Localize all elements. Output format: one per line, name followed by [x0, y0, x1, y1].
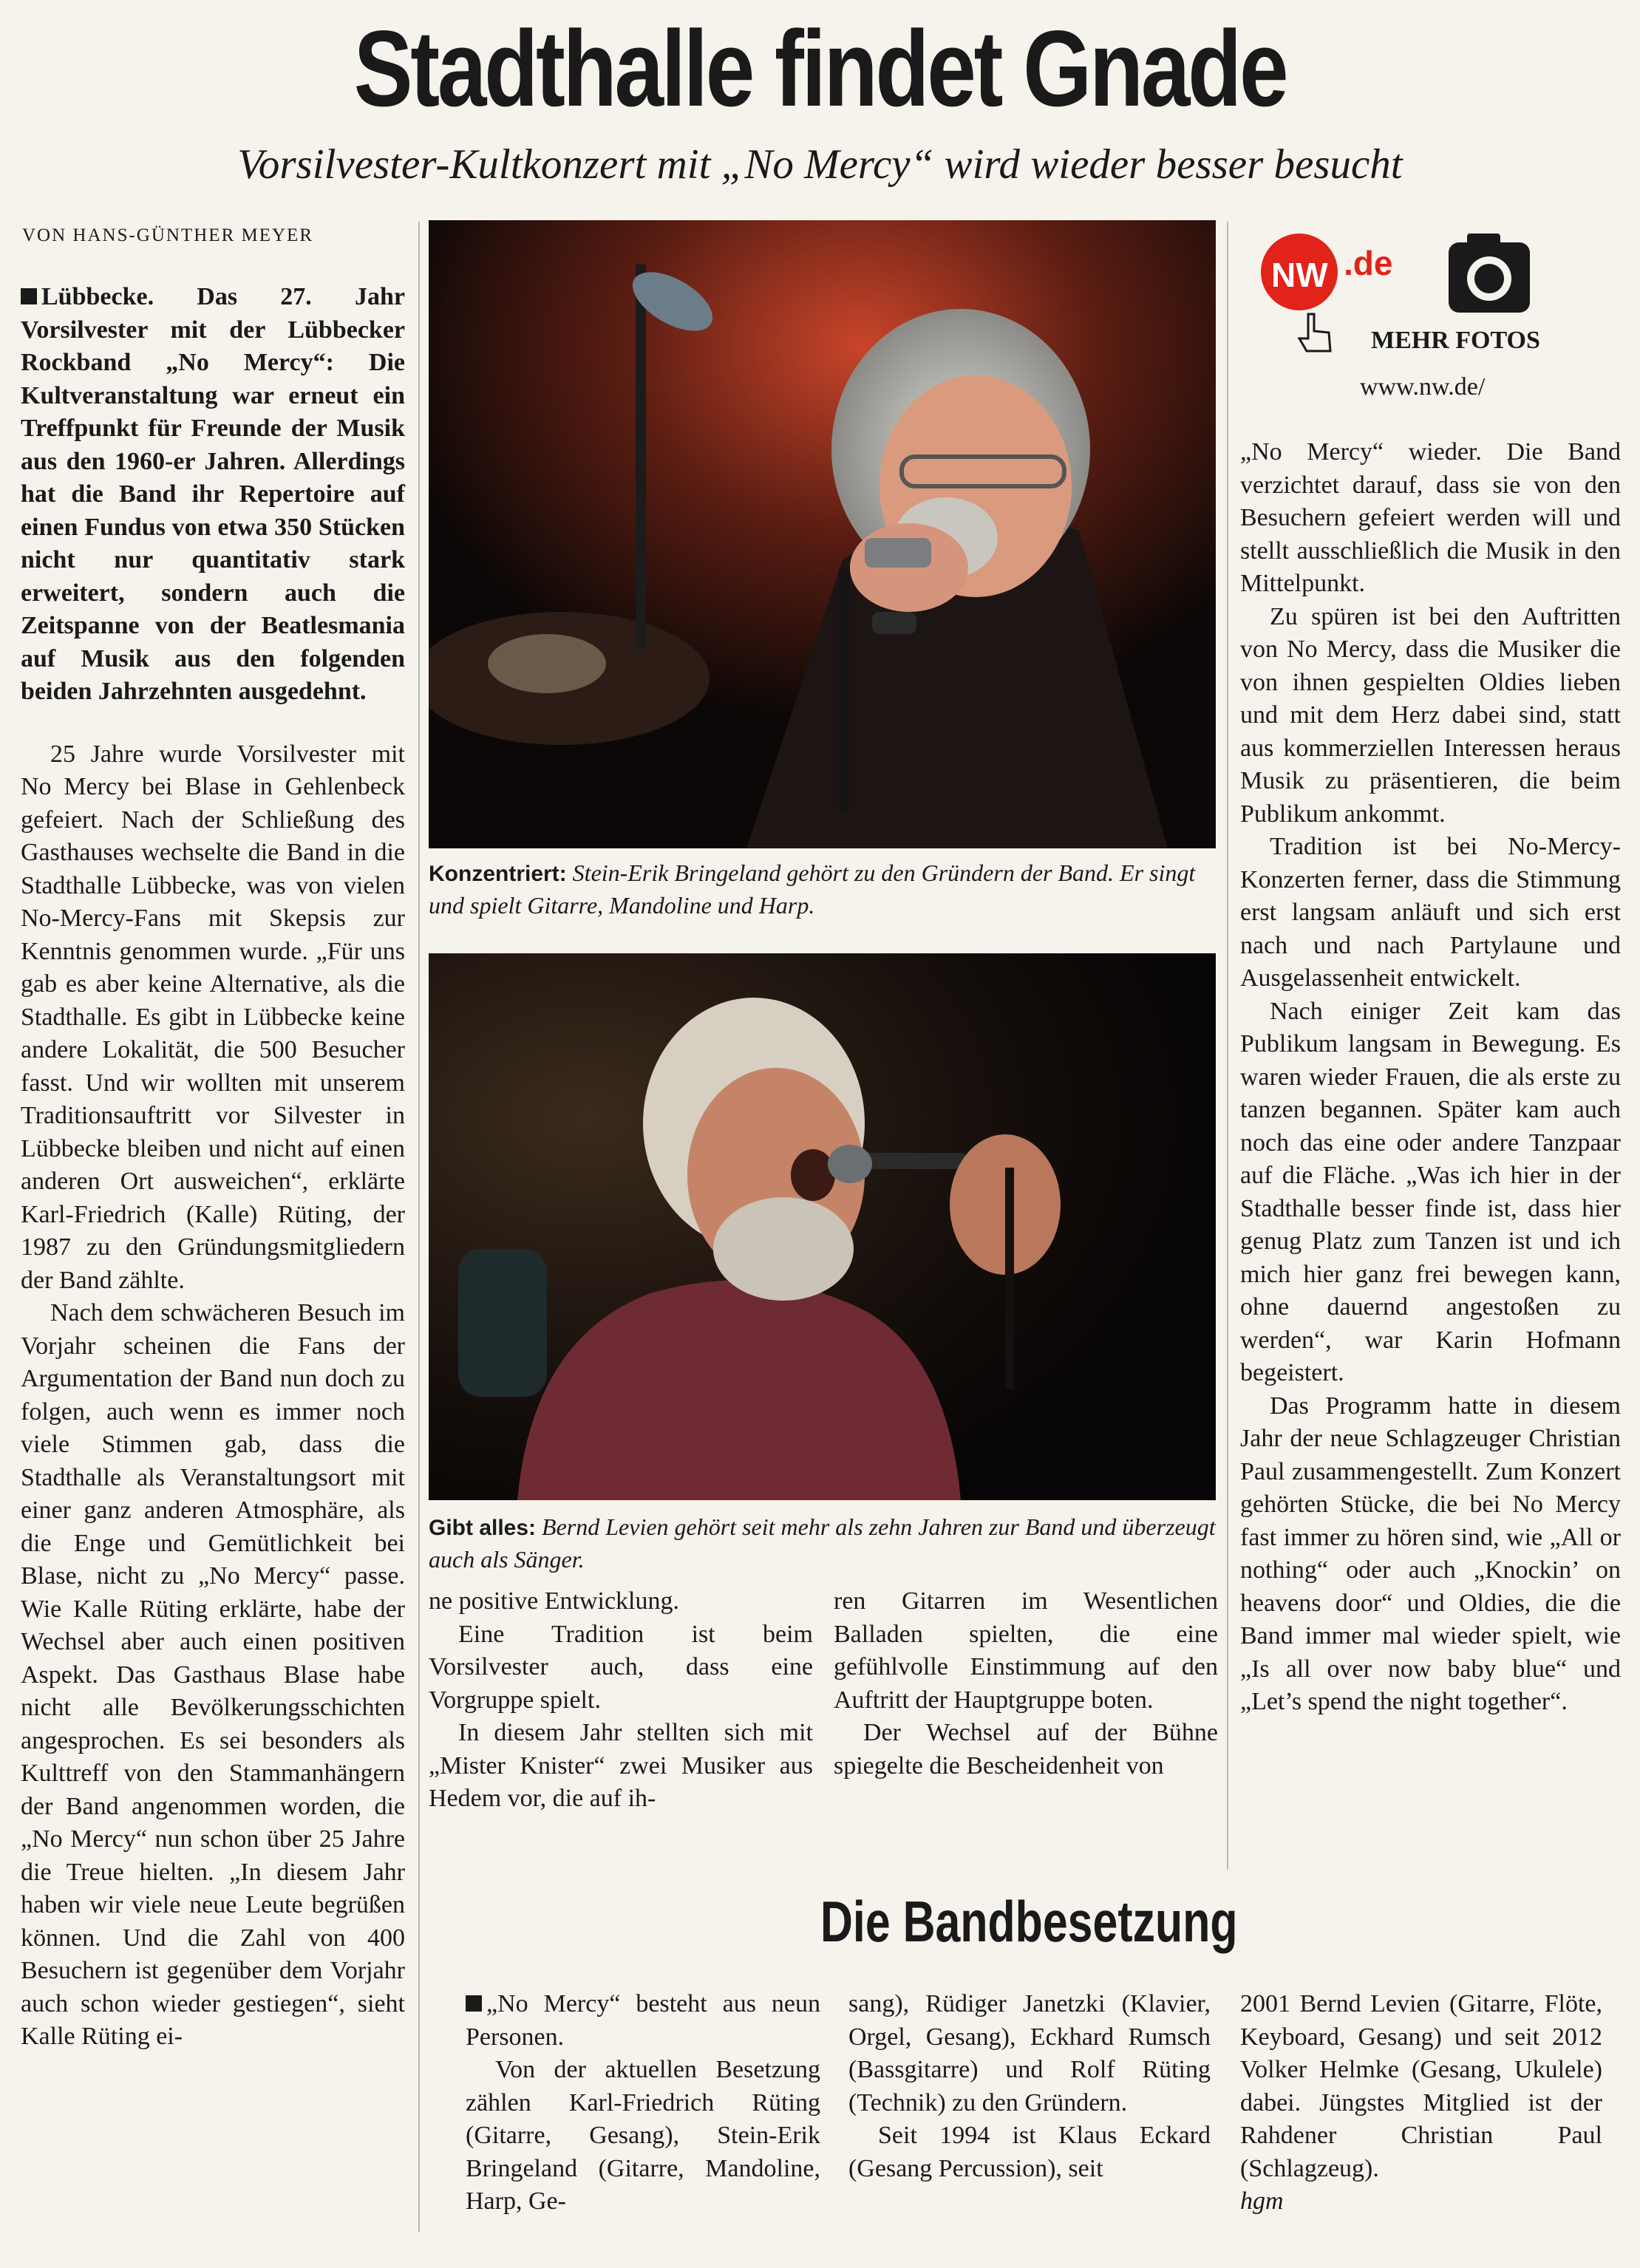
- nw-url[interactable]: www.nw.de/: [1360, 373, 1486, 401]
- nw-logo-suffix: .de: [1344, 244, 1393, 282]
- author-signature: hgm: [1240, 2187, 1284, 2215]
- concert-photo-harp-player: [429, 220, 1216, 848]
- caption-text: Stein-Erik Bringeland gehört zu den Gründern der Band. Er singt und spielt Gitarre, Mandoline und Harp.: [429, 859, 1196, 919]
- body-paragraph: Der Wechsel auf der Bühne spiegelte die Bescheidenheit von: [834, 1719, 1218, 1780]
- photo-bernd-levien: [429, 953, 1216, 1500]
- headline: Stadthalle findet Gnade: [353, 8, 1287, 129]
- lead-paragraph: [21, 281, 405, 709]
- body-paragraph: Nach einiger Zeit kam das Publikum langsam in Bewegung. Es waren wieder Frauen, die als erste zu tanzen begannen. Später kam auch noch das eine oder andere Tanzpaar auf die Fläche. „Was ich hier in der Stadthalle besser finde ist, dass hier genug Platz zum Tanzen ist und ich mich hier ganz frei bewegen kann, ohne dauernd angestoßen zu werden“, war Karin Hofmann begeistert.: [1240, 997, 1621, 1386]
- column-divider: [1227, 222, 1228, 1870]
- body-paragraph: Tradition ist bei No-Mercy-Konzerten ferner, dass die Stimmung erst langsam anläuft und sich erst nach und nach Partylaune und Ausgelassenheit entwickelt.: [1240, 833, 1621, 992]
- article-column-3: [834, 1585, 1218, 1782]
- photo1-caption: [429, 857, 1219, 921]
- body-paragraph: In diesem Jahr stellten sich mit „Mister Knister“ zwei Musiker aus Hedem vor, die auf ih-: [429, 1719, 813, 1812]
- paragraph-marker-icon: [21, 288, 37, 304]
- photo2-caption: [429, 1511, 1219, 1575]
- body-paragraph: ne positive Entwicklung.: [429, 1587, 680, 1615]
- body-paragraph: Zu spüren ist bei den Auftritten von No Mercy, dass die Musiker die von ihnen gespielten Oldies lieben und mit dem Herz dabei sind, statt aus kommerziellen Interessen heraus Musik zu präsentieren, die beim Publikum ankommt.: [1240, 602, 1621, 828]
- byline: VON HANS-GÜNTHER MEYER: [22, 225, 313, 245]
- camera-icon: [1449, 234, 1530, 313]
- nw-logo-text: NW: [1271, 256, 1328, 294]
- article-column-4: [1240, 436, 1621, 1719]
- paragraph-marker-icon: [466, 1995, 482, 2012]
- caption-text: Bernd Levien gehört seit mehr als zehn Jahren zur Band und überzeugt auch als Sänger.: [429, 1513, 1216, 1573]
- lead-text: Lübbecke. Das 27. Jahr Vorsilvester mit der Lübbecker Rockband „No Mercy“: Die Kultveranstaltung war erneut ein Treffpunkt für Freunde der Musik aus den 1960-er Jahren. Allerdings hat die Band ihr Repertoire auf einen Fundus von etwa 350 Stücken nicht nur quantitativ stark erweitert, sondern auch die Zeitspanne von der Beatlesmania auf Musik aus den folgenden beiden Jahrzehnten ausgedehnt.: [21, 283, 405, 705]
- body-paragraph: Eine Tradition ist beim Vorsilvester auch, dass eine Vorgruppe spielt.: [429, 1620, 813, 1714]
- body-paragraph: Das Programm hatte in diesem Jahr der neue Schlagzeuger Christian Paul zusammengestellt. Zum Konzert gehörten Stücke, die bei No Mercy fast immer zu hören sind, wie „All or nothing“ oder auch „Knockin’ on heavens door“ und Oldies, die die Band immer mal wieder spielt, wie „Is all over now baby blue“ und „Let’s spend the night together“.: [1240, 1392, 1621, 1715]
- article-column-2: [429, 1585, 813, 1816]
- column-divider: [418, 222, 420, 2232]
- caption-label: Konzentriert:: [429, 862, 567, 886]
- band-box-title: Die Bandbesetzung: [820, 1889, 1238, 1954]
- nw-web-box[interactable]: [1256, 229, 1537, 329]
- body-paragraph: ren Gitarren im Wesentlichen Balladen spielten, die eine gefühlvolle Einstimmung auf den Auftritt der Hauptgruppe boten.: [834, 1587, 1218, 1714]
- body-paragraph: 25 Jahre wurde Vorsilvester mit No Mercy bei Blase in Gehlenbeck gefeiert. Nach der Schließung des Gasthauses wechselte die Band in die Stadthalle Lübbecke, was von vielen No-Mercy-Fans mit Skepsis zur Kenntnis genommen wurde. „Für uns gab es aber keine Alternative, als die Stadthalle. Es gibt in Lübbecke keine andere Lokalität, die 500 Besucher fasst. Und wir wollten mit unserem Traditionsauftritt vor Silvester in Lübbecke bleiben und nicht auf einen anderen Ort ausweichen“, erklärte Karl-Friedrich (Kalle) Rüting, der 1987 zu den Gründungsmitgliedern der Band zählte.: [21, 740, 405, 1294]
- body-paragraph: „No Mercy“ wieder. Die Band verzichtet darauf, dass sie von den Besuchern gefeiert werden will und stellt ausschließlich die Musik in den Mittelpunkt.: [1240, 438, 1621, 597]
- band-box-column-2: [848, 1988, 1211, 2185]
- concert-photo-singer: [429, 953, 1216, 1500]
- band-box-column-3: [1240, 1988, 1602, 2218]
- band-text: „No Mercy“ besteht aus neun Personen.: [466, 1990, 820, 2051]
- band-text: sang), Rüdiger Janetzki (Klavier, Orgel, Gesang), Eckhard Rumsch (Bassgitarre) und Rolf Rüting (Technik) zu den Gründern.: [848, 1990, 1211, 2117]
- subheadline: Vorsilvester-Kultkonzert mit „No Mercy“ wird wieder besser besucht: [237, 141, 1403, 188]
- caption-label: Gibt alles:: [429, 1516, 537, 1540]
- band-text: Seit 1994 ist Klaus Eckard (Gesang Percussion), seit: [848, 2122, 1211, 2182]
- more-photos-label[interactable]: MEHR FOTOS: [1371, 327, 1540, 354]
- band-text: Von der aktuellen Besetzung zählen Karl-Friedrich Rüting (Gitarre, Gesang), Stein-Erik Bringeland (Gitarre, Mandoline, Harp, Ge-: [466, 2056, 820, 2215]
- photo-stein-erik-bringeland: [429, 220, 1216, 848]
- article-column-1: [21, 281, 405, 2054]
- hand-pointer-icon: [1293, 310, 1338, 355]
- band-text: 2001 Bernd Levien (Gitarre, Flöte, Keyboard, Gesang) und seit 2012 Volker Helmke (Gesang, Ukulele) dabei. Jüngstes Mitglied ist der Rahdener Christian Paul (Schlagzeug).: [1240, 1990, 1602, 2182]
- band-box-column-1: [466, 1988, 820, 2218]
- body-paragraph: Nach dem schwächeren Besuch im Vorjahr scheinen die Fans der Argumentation der Band nun doch zu folgen, auch wenn es immer noch viele Stimmen gab, dass die Stadthalle als Veranstaltungsort mit einer ganz anderen Atmosphäre, als die Enge und Gemütlichkeit bei Blase, nicht zu „No Mercy“ passe. Wie Kalle Rüting erklärte, habe der Wechsel aber auch einen positiven Aspekt. Das Gasthaus Blase habe nicht alle Bevölkerungsschichten angesprochen. Es sei besonders als Kulttreff von den Stammanhängern der Band angenommen worden, die „No Mercy“ nun schon über 25 Jahre die Treue hielten. „In diesem Jahr haben wir viele neue Leute begrüßen können. Und die Zahl von 400 Besuchern ist gegenüber dem Vorjahr auch schon wieder gestiegen“, sieht Kalle Rüting ei-: [21, 1299, 405, 2050]
